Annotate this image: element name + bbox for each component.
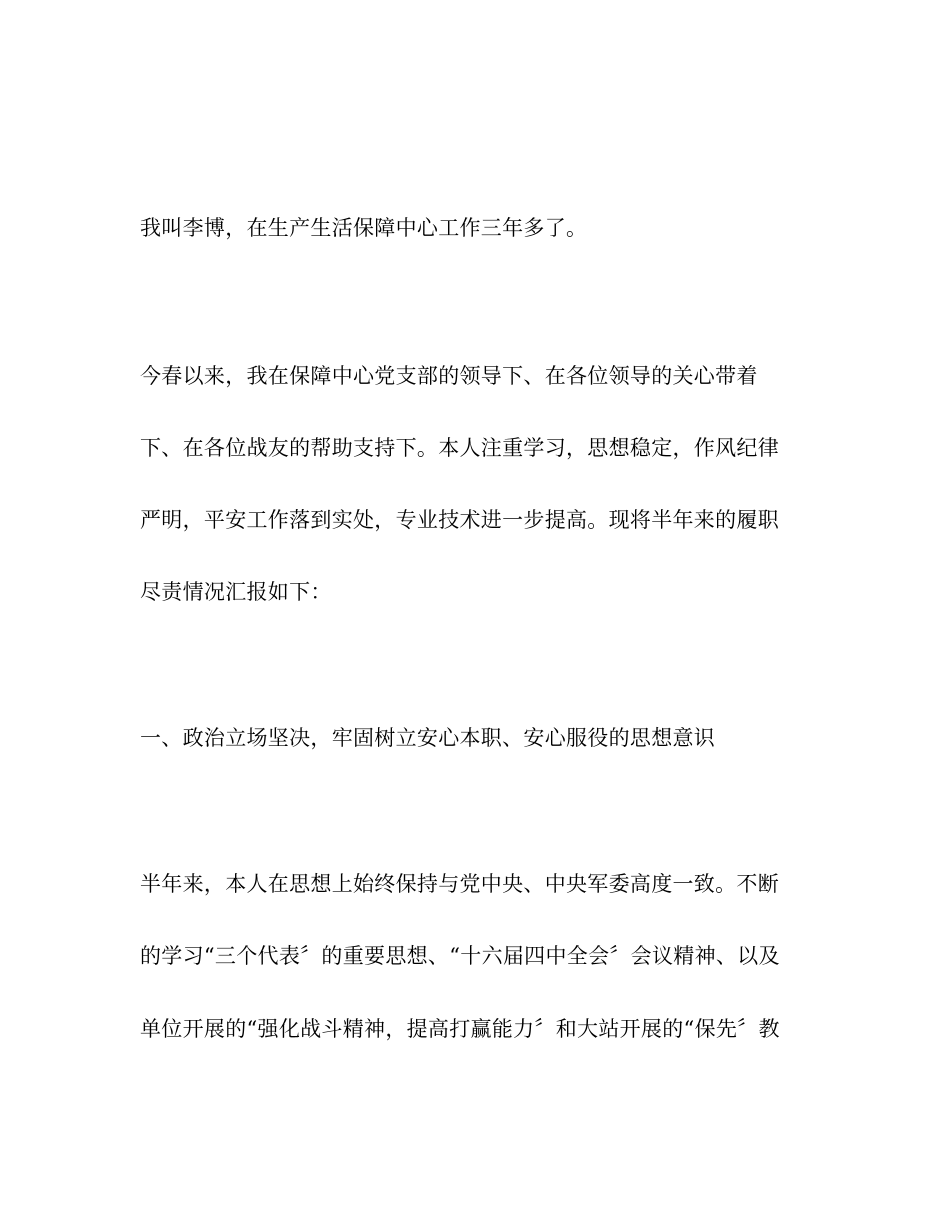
overview-line-2: 下、在各位战友的帮助支持下。本人注重学习，思想稳定，作风纪律 xyxy=(140,436,779,460)
section-1-body-line-3: 单位开展的“强化战斗精神，提高打赢能力〞和大站开展的“保先〞教 xyxy=(140,1017,780,1041)
overview-line-4: 尽责情况汇报如下： xyxy=(140,580,332,604)
section-1-body-line-2: 的学习“三个代表〞的重要思想、“十六届四中全会〞会议精神、以及 xyxy=(140,944,780,968)
overview-line-1: 今春以来，我在保障中心党支部的领导下、在各位领导的关心带着 xyxy=(140,364,758,388)
section-1-body-line-1: 半年来，本人在思想上始终保持与党中央、中央军委高度一致。不断 xyxy=(140,872,779,896)
section-1-heading: 一、政治立场坚决，牢固树立安心本职、安心服役的思想意识 xyxy=(140,726,716,750)
intro-line: 我叫李博，在生产生活保障中心工作三年多了。 xyxy=(140,216,588,240)
overview-line-3: 严明，平安工作落到实处，专业技术进一步提高。现将半年来的履职 xyxy=(140,508,779,532)
